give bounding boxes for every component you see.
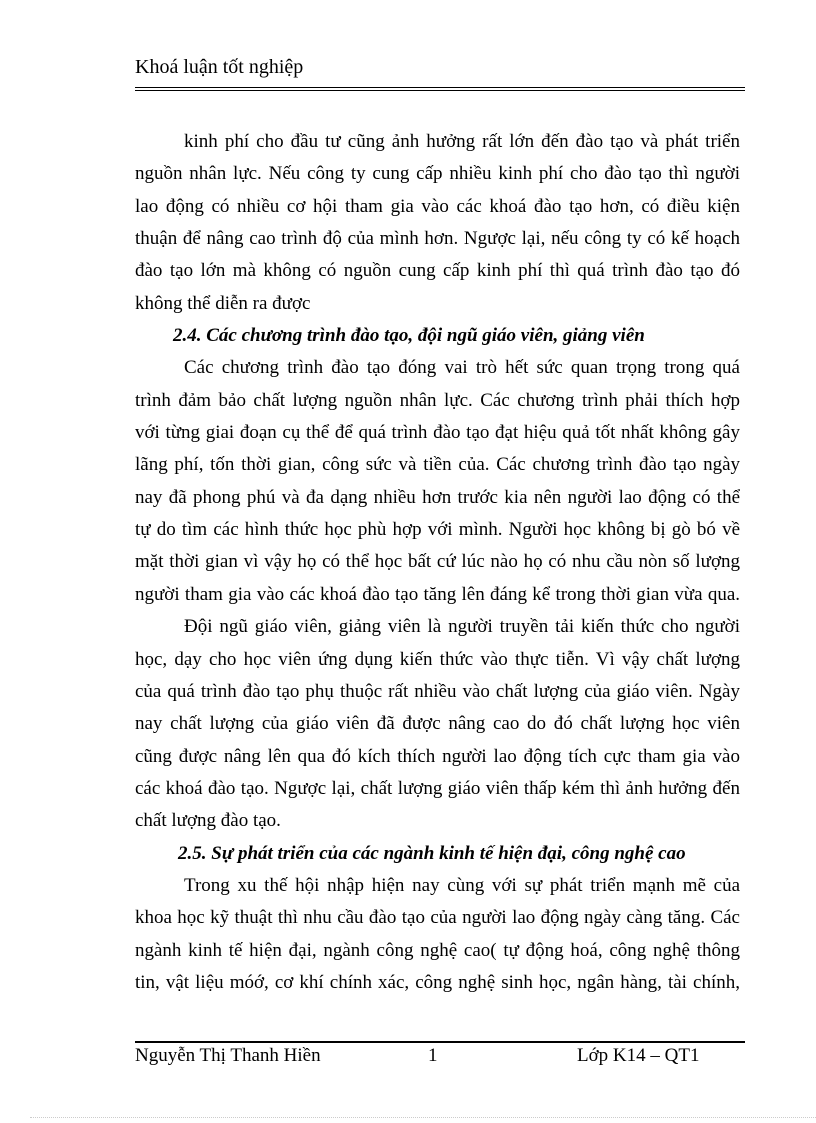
text-line: ngành kinh tế hiện đại, ngành công nghệ cao( tự động hoá, công nghệ thông bbox=[135, 939, 740, 961]
page-boundary bbox=[30, 1117, 816, 1118]
footer-author: Nguyễn Thị Thanh Hiền bbox=[135, 1045, 321, 1066]
text-line: mặt thời gian vì vậy họ có thể học bất cứ lúc nào họ có nhu cầu nòn số lượng bbox=[135, 551, 740, 573]
text-line: cũng được nâng lên qua đó kích thích người lao động tích cực tham gia vào bbox=[135, 745, 740, 767]
text-line: các khoá đào tạo. Ngược lại, chất lượng giáo viên thấp kém thì ảnh hưởng đến bbox=[135, 777, 740, 799]
text-line: lao động có nhiều cơ hội tham gia vào các khoá đào tạo hơn, có điều kiện bbox=[135, 195, 740, 217]
header-double-rule bbox=[135, 87, 745, 91]
text-line: kinh phí cho đầu tư cũng ảnh hưởng rất lớn đến đào tạo và phát triển bbox=[184, 131, 740, 152]
section-heading: 2.5. Sự phát triển của các ngành kinh tế hiện đại, công nghệ cao bbox=[178, 842, 686, 864]
footer-class: Lớp K14 – QT1 bbox=[577, 1045, 700, 1066]
text-line: thuận để nâng cao trình độ của mình hơn. Ngược lại, nếu công ty có kế hoạch bbox=[135, 228, 740, 250]
text-line: học, dạy cho học viên ứng dụng kiến thức vào thực tiễn. Vì vậy chất lượng bbox=[135, 648, 740, 670]
text-line: nguồn nhân lực. Nếu công ty cung cấp nhiều kinh phí cho đào tạo thì người bbox=[135, 163, 740, 185]
text-line: Các chương trình đào tạo đóng vai trò hết sức quan trọng trong quá bbox=[184, 357, 740, 379]
text-line: lãng phí, tốn thời gian, công sức và tiền của. Các chương trình đào tạo ngày bbox=[135, 454, 740, 476]
text-line: với từng giai đoạn cụ thể để quá trình đào tạo đạt hiệu quả tốt nhất không gây bbox=[135, 422, 740, 444]
text-line: Đội ngũ giáo viên, giảng viên là người truyền tải kiến thức cho người bbox=[184, 616, 740, 638]
running-header: Khoá luận tốt nghiệp bbox=[135, 56, 304, 78]
text-line: nay chất lượng của giáo viên đã được nâng cao do đó chất lượng học viên bbox=[135, 713, 740, 735]
text-line: nay đã phong phú và đa dạng nhiều hơn trước kia nên người lao động có thể bbox=[135, 486, 740, 508]
page-number: 1 bbox=[428, 1045, 438, 1066]
text-line: đào tạo lớn mà không có nguồn cung cấp kinh phí thì quá trình đào tạo đó bbox=[135, 260, 740, 282]
footer-rule bbox=[135, 1041, 745, 1043]
text-line: khoa học kỹ thuật thì nhu cầu đào tạo của người lao động ngày càng tăng. Các bbox=[135, 907, 740, 929]
text-line: Trong xu thế hội nhập hiện nay cùng với sự phát triển mạnh mẽ của bbox=[184, 874, 740, 896]
text-line: trình đảm bảo chất lượng nguồn nhân lực. Các chương trình phải thích hợp bbox=[135, 389, 740, 411]
text-line: tin, vật liệu móớ, cơ khí chính xác, công nghệ sinh học, ngân hàng, tài chính, bbox=[135, 971, 740, 993]
text-line: chất lượng đào tạo. bbox=[135, 810, 281, 832]
text-line: không thể diễn ra được bbox=[135, 292, 311, 314]
document-body bbox=[135, 126, 740, 999]
text-line: người tham gia vào các khoá đào tạo tăng lên đáng kể trong thời gian vừa qua. bbox=[135, 583, 740, 605]
text-line: của quá trình đào tạo phụ thuộc rất nhiều vào chất lượng của giáo viên. Ngày bbox=[135, 680, 740, 702]
text-line: tự do tìm các hình thức học phù hợp với mình. Người học không bị gò bó về bbox=[135, 519, 740, 541]
section-heading: 2.4. Các chương trình đào tạo, đội ngũ giáo viên, giảng viên bbox=[173, 325, 645, 347]
